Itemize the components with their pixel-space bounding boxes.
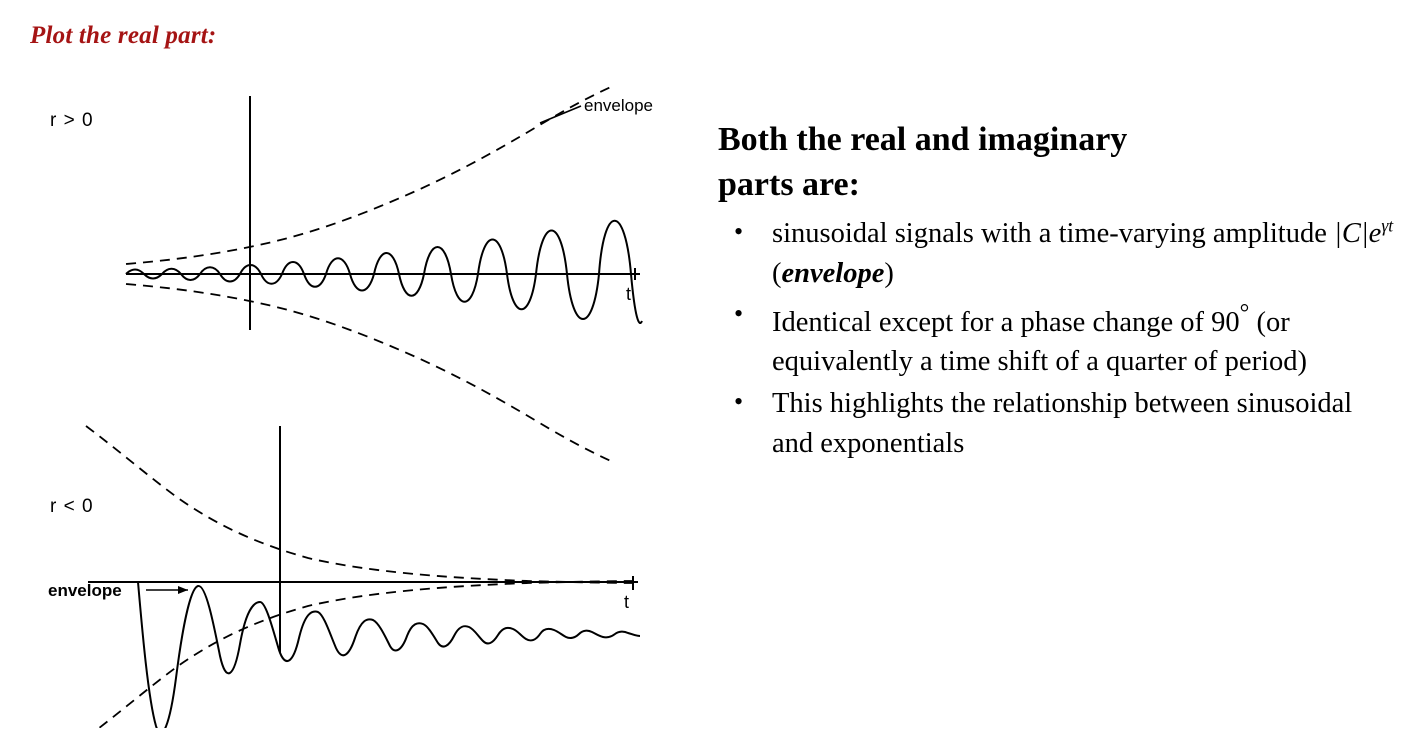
bottom-envelope-label: envelope xyxy=(48,581,122,600)
figure-panel xyxy=(28,78,688,728)
bullet-text-3: This highlights the relationship between sinusoidal and exponentials xyxy=(772,388,1353,460)
waveform-figure xyxy=(28,78,688,728)
bullet-icon: • xyxy=(734,299,744,329)
list-item xyxy=(718,296,1396,382)
bullet-text-1: sinusoidal signals with a time-varying amplitude $|C|e^{\gamma t}$ (envelope) xyxy=(772,215,1394,290)
bullet-text-2: Identical except for a phase change of 90° (or equivalently a time shift of a quarter of period) xyxy=(772,299,1307,378)
top-envelope-label: envelope xyxy=(584,96,654,115)
bullet-icon: • xyxy=(734,387,744,417)
heading-line-2: parts are: xyxy=(718,165,860,203)
list-item xyxy=(718,384,1396,464)
top-case-label: r > 0 xyxy=(50,110,94,131)
top-plot-group xyxy=(50,86,653,462)
heading-block xyxy=(718,118,1396,208)
bottom-plot-group xyxy=(48,426,640,728)
bullet-icon: • xyxy=(734,216,744,246)
page-title: Plot the real part: xyxy=(30,22,217,49)
bottom-axis-label: t xyxy=(624,592,630,612)
top-axis-label: t xyxy=(626,284,632,304)
heading-line-1: Both the real and imaginary xyxy=(718,121,1128,158)
list-item xyxy=(718,214,1396,294)
text-panel xyxy=(718,118,1396,466)
bullet-list xyxy=(718,214,1396,464)
bottom-case-label: r < 0 xyxy=(50,496,94,517)
